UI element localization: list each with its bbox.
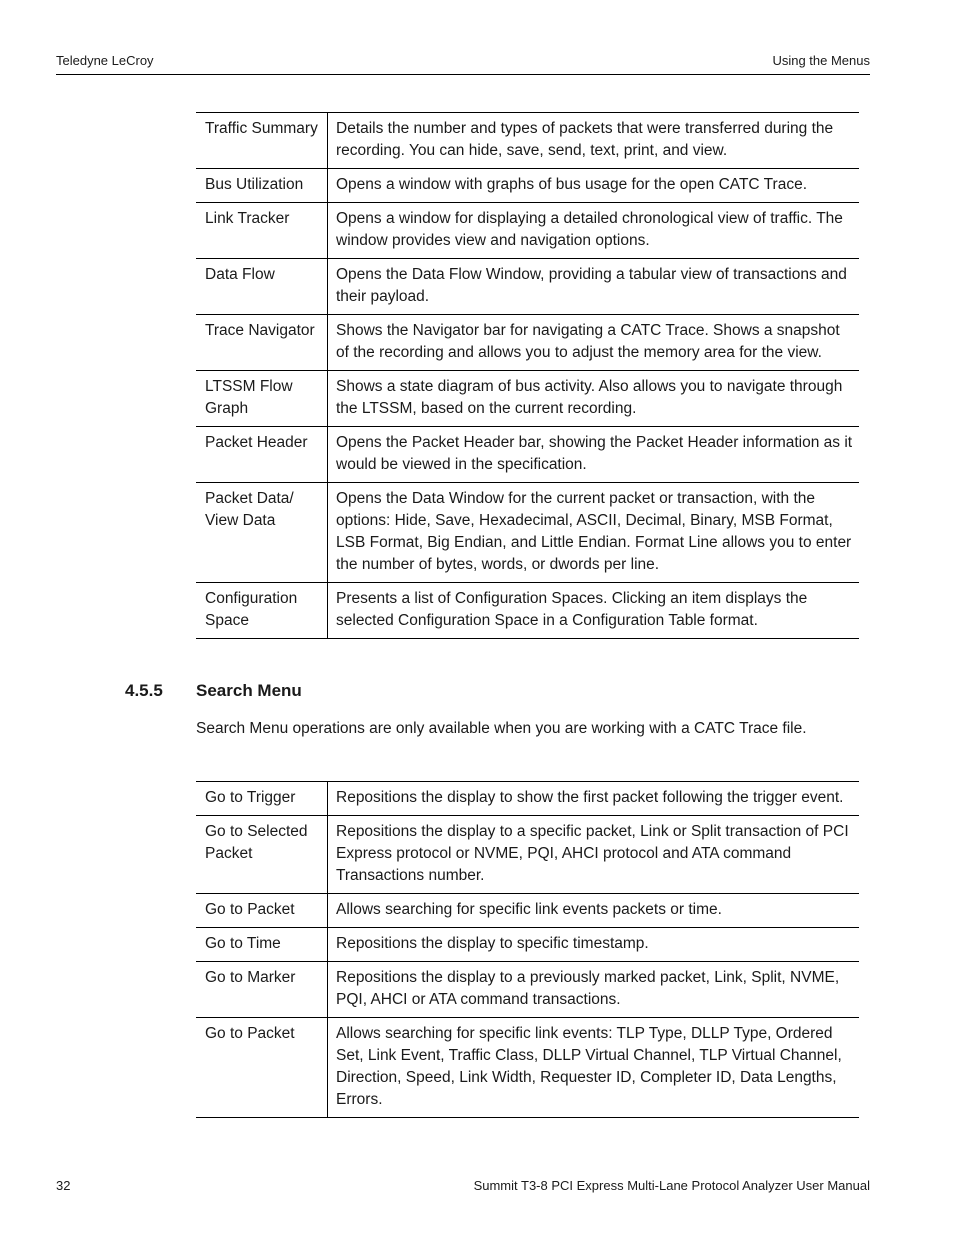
menu-item-description: Shows the Navigator bar for navigating a CATC Trace. Shows a snapshot of the recording and allows you to adjust the memory area for the view. [328, 315, 860, 371]
menu-item-name: Go to Packet [196, 1018, 328, 1118]
menu-item-name: Traffic Summary [196, 113, 328, 169]
menu-item-description: Presents a list of Configuration Spaces. Clicking an item displays the selected Configuration Space in a Configuration Table format. [328, 583, 860, 639]
table-row [196, 782, 859, 816]
table-row [196, 483, 859, 583]
section-heading [125, 681, 302, 701]
menu-item-name: LTSSM Flow Graph [196, 371, 328, 427]
header-chapter: Using the Menus [772, 53, 870, 68]
table-row [196, 113, 859, 169]
menu-item-name: Go to Marker [196, 962, 328, 1018]
menu-item-name: Go to Packet [196, 894, 328, 928]
menu-item-name: Packet Header [196, 427, 328, 483]
menu-item-description: Details the number and types of packets that were transferred during the recording. You can hide, save, send, text, print, and view. [328, 113, 860, 169]
menu-item-name: Go to Time [196, 928, 328, 962]
menu-item-description: Opens the Data Window for the current packet or transaction, with the options: Hide, Save, Hexadecimal, ASCII, Decimal, Binary, MSB Format, LSB Format, Big Endian, and Little Endian. Format Line allows you to enter the number of bytes, words, or dwords per line. [328, 483, 860, 583]
menu-item-description: Repositions the display to a specific packet, Link or Split transaction of PCI Express protocol or NVME, PQI, AHCI protocol and ATA command Transactions number. [328, 816, 860, 894]
menu-item-name: Data Flow [196, 259, 328, 315]
section-intro: Search Menu operations are only available when you are working with a CATC Trace file. [196, 720, 807, 737]
menu-item-name: Packet Data/ View Data [196, 483, 328, 583]
table-row [196, 259, 859, 315]
manual-title: Summit T3-8 PCI Express Multi-Lane Protocol Analyzer User Manual [473, 1178, 870, 1193]
menu-item-description: Allows searching for specific link events packets or time. [328, 894, 860, 928]
table-row [196, 203, 859, 259]
page-header [56, 52, 870, 75]
table-row [196, 928, 859, 962]
table-row [196, 583, 859, 639]
menu-item-name: Link Tracker [196, 203, 328, 259]
table-row [196, 427, 859, 483]
menu-item-description: Opens a window for displaying a detailed chronological view of traffic. The window provides view and navigation options. [328, 203, 860, 259]
table-row [196, 962, 859, 1018]
table-row [196, 894, 859, 928]
search-menu-table [196, 781, 859, 1118]
page-number: 32 [56, 1178, 71, 1193]
menu-item-description: Opens a window with graphs of bus usage for the open CATC Trace. [328, 169, 860, 203]
table-row [196, 1018, 859, 1118]
section-title: Search Menu [196, 681, 302, 700]
table-row [196, 169, 859, 203]
section-number: 4.5.5 [125, 681, 163, 700]
menu-item-name: Configuration Space [196, 583, 328, 639]
table-row [196, 371, 859, 427]
menu-item-description: Shows a state diagram of bus activity. Also allows you to navigate through the LTSSM, based on the current recording. [328, 371, 860, 427]
menu-item-name: Trace Navigator [196, 315, 328, 371]
menu-item-description: Repositions the display to specific timestamp. [328, 928, 860, 962]
table-row [196, 816, 859, 894]
table-row [196, 315, 859, 371]
view-menu-table [196, 112, 859, 639]
menu-item-description: Repositions the display to a previously marked packet, Link, Split, NVME, PQI, AHCI or ATA command transactions. [328, 962, 860, 1018]
menu-item-description: Repositions the display to show the first packet following the trigger event. [328, 782, 860, 816]
menu-item-description: Allows searching for specific link events: TLP Type, DLLP Type, Ordered Set, Link Event, Traffic Class, DLLP Virtual Channel, TLP Virtual Channel, Direction, Speed, Link Width, Requester ID, Completer ID, Data Lengths, Errors. [328, 1018, 860, 1118]
menu-item-description: Opens the Data Flow Window, providing a tabular view of transactions and their payload. [328, 259, 860, 315]
menu-item-name: Go to Selected Packet [196, 816, 328, 894]
menu-item-name: Bus Utilization [196, 169, 328, 203]
header-company: Teledyne LeCroy [56, 53, 154, 68]
menu-item-description: Opens the Packet Header bar, showing the Packet Header information as it would be viewed in the specification. [328, 427, 860, 483]
menu-item-name: Go to Trigger [196, 782, 328, 816]
